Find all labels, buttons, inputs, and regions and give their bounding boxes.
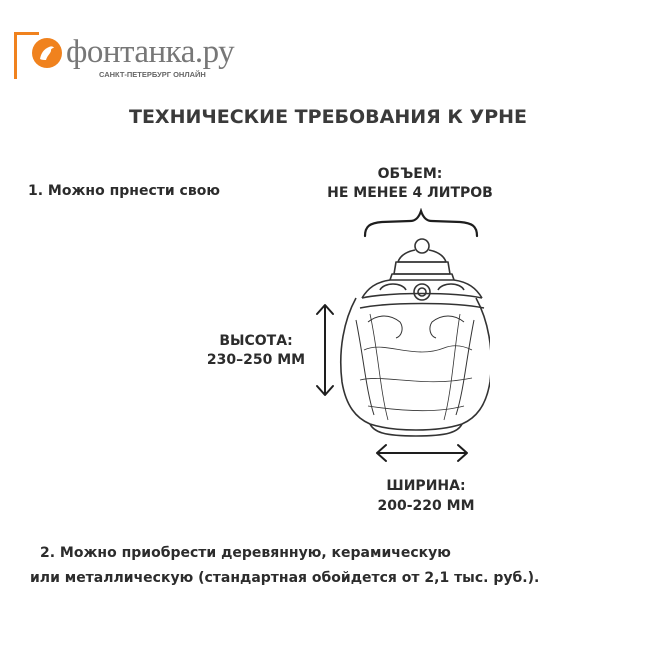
logo-subtitle: САНКТ-ПЕТЕРБУРГ ОНЛАЙН	[99, 70, 206, 79]
item-1-text: 1. Можно прнести свою	[28, 183, 220, 199]
width-label: ШИРИНА:	[386, 478, 466, 494]
item-2-line-2: или металлическую (стандартная обойдется от 2,1 тыс. руб.).	[30, 570, 540, 586]
page-title: ТЕХНИЧЕСКИЕ ТРЕБОВАНИЯ К УРНЕ	[128, 106, 528, 128]
item-2-line-1: 2. Можно приобрести деревянную, керамическую	[40, 545, 451, 561]
height-value: 230–250 ММ	[206, 352, 306, 368]
height-label: ВЫСОТА:	[219, 333, 293, 349]
double-arrow-vertical-icon	[314, 302, 336, 398]
width-value: 200-220 ММ	[377, 498, 475, 514]
logo-name: фонтанка.ру	[66, 34, 235, 70]
fontanka-logo	[14, 32, 235, 82]
volume-label: ОБЪЕМ:	[377, 166, 443, 182]
horse-icon	[32, 38, 62, 68]
urn-illustration	[310, 210, 490, 470]
double-arrow-horizontal-icon	[374, 442, 470, 464]
volume-value: НЕ МЕНЕЕ 4 ЛИТРОВ	[327, 185, 493, 201]
